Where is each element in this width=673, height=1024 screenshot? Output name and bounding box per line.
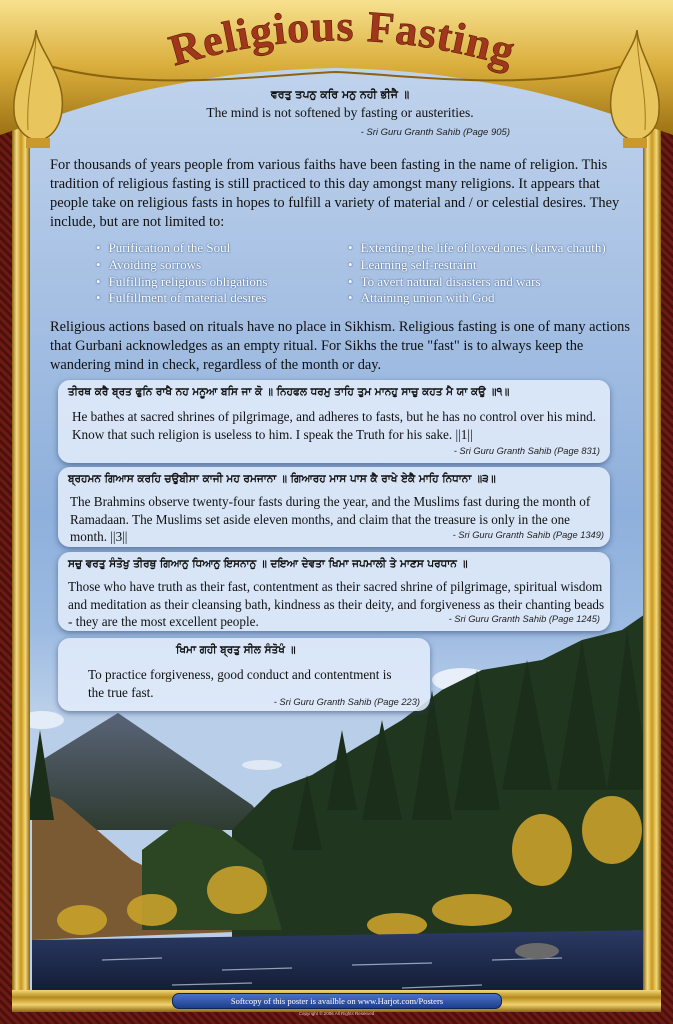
quote-source: - Sri Guru Granth Sahib (Page 831) <box>453 446 600 456</box>
quote-gurmukhi: ਖਿਮਾ ਗਹੀ ਬ੍ਰਤੁ ਸੀਲ ਸੰਤੋਖੰ ॥ <box>176 644 296 656</box>
quote-english: He bathes at sacred shrines of pilgrimage, and adheres to fasts, but he has no control over his mind. Know that such religion is useless to him. I speak the Truth for his sake. ||1|| <box>72 409 597 442</box>
quote-gurmukhi: ਤੀਰਥ ਕਰੈ ਬ੍ਰਤ ਫੁਨਿ ਰਾਖੈ ਨਹ ਮਨੂਆ ਬਸਿ ਜਾ ਕੋ ॥ ਨਿਹਫਲ ਧਰਮੁ ਤਾਹਿ ਤੁਮ ਮਾਨਹੁ ਸਾਚੁ ਕਹਤ ਮੈ ਯਾ ਕਉ ॥੧॥ <box>68 386 510 398</box>
footer-link-bar[interactable]: Softcopy of this poster is availble on www.Harjot.com/Posters <box>172 993 502 1009</box>
reasons-list-right <box>348 240 648 307</box>
title-text: Religious Fasting <box>163 8 521 77</box>
reasons-list-left <box>96 240 336 307</box>
list-item: • To avert natural disasters and wars <box>348 274 648 291</box>
list-item: • Attaining union with God <box>348 290 648 307</box>
quote-gurmukhi: ਸਚੁ ਵਰਤੁ ਸੰਤੋਖੁ ਤੀਰਥੁ ਗਿਆਨੁ ਧਿਆਨੁ ਇਸਨਾਨੁ ॥ ਦਇਆ ਦੇਵਤਾ ਖਿਮਾ ਜਪਮਾਲੀ ਤੇ ਮਾਣਸ ਪਰਧਾਨ ॥ <box>68 558 468 570</box>
top-quote-source: - Sri Guru Granth Sahib (Page 905) <box>360 127 510 138</box>
list-item: • Avoiding sorrows <box>96 257 336 274</box>
svg-text:Religious Fasting <box>164 8 521 76</box>
list-item: • Learning self-restraint <box>348 257 648 274</box>
intro-paragraph: For thousands of years people from various faiths have been fasting in the name of religion. This tradition of religious fasting is still practiced to this day amongst many religions. It appears that people take on religious fasts in hopes to fulfill a variety of material and / or celestial desires. They include, but are not limited to: <box>50 157 620 230</box>
frame-left-pillar <box>12 60 30 1010</box>
quote-box-1349 <box>58 467 610 547</box>
list-item: • Extending the life of loved ones (karva chauth) <box>348 240 648 257</box>
quote-source: - Sri Guru Granth Sahib (Page 1245) <box>448 614 600 624</box>
quote-gurmukhi: ਬ੍ਰਹਮਨ ਗਿਆਸ ਕਰਹਿ ਚਉਬੀਸਾ ਕਾਜੀ ਮਹ ਰਮਜਾਨਾ ॥ ਗਿਆਰਹ ਮਾਸ ਪਾਸ ਕੈ ਰਾਖੇ ਏਕੈ ਮਾਹਿ ਨਿਧਾਨਾ ॥੩॥ <box>68 473 496 485</box>
quote-box-223 <box>58 638 430 711</box>
poster-title <box>0 8 673 88</box>
quote-box-831 <box>58 380 610 463</box>
frame-right-pillar <box>643 60 661 1010</box>
sikhism-paragraph: Religious actions based on rituals have no place in Sikhism. Religious fasting is one of many actions that Gurbani acknowledges as an empty ritual. For Sikhs the true "fast" is to always keep the wandering mind in check, regardless of the month or day. <box>50 319 630 373</box>
quote-source: - Sri Guru Granth Sahib (Page 1349) <box>452 530 604 540</box>
list-item: • Fulfillment of material desires <box>96 290 336 307</box>
quote-english: Those who have truth as their fast, contentment as their sacred shrine of pilgrimage, spiritual wisdom and meditation as their cleansing bath, kindness as their deity, and forgiveness as their chanting beads - they are the most excellent people. <box>68 579 605 629</box>
quote-source: - Sri Guru Granth Sahib (Page 223) <box>273 697 420 707</box>
quote-english: To practice forgiveness, good conduct and contentment is the true fast. <box>88 667 392 700</box>
quote-box-1245 <box>58 552 610 631</box>
top-quote-gurmukhi: ਵਰਤੁ ਤਪਨੁ ਕਰਿ ਮਨੁ ਨਹੀ ਭੀਜੈ ॥ <box>270 88 410 101</box>
top-quote-english: The mind is not softened by fasting or austerities. <box>206 105 474 120</box>
list-item: • Fulfilling religious obligations <box>96 274 336 291</box>
list-item: • Purification of the Soul <box>96 240 336 257</box>
copyright-notice: Copyright © 2006 All Rights Reserved <box>298 1011 375 1016</box>
quote-english: The Brahmins observe twenty-four fasts during the year, and the Muslims fast during the month of Ramadaan. The Muslims set aside eleven months, and claim that the treasure is only in the one month. ||3|| <box>70 494 591 544</box>
